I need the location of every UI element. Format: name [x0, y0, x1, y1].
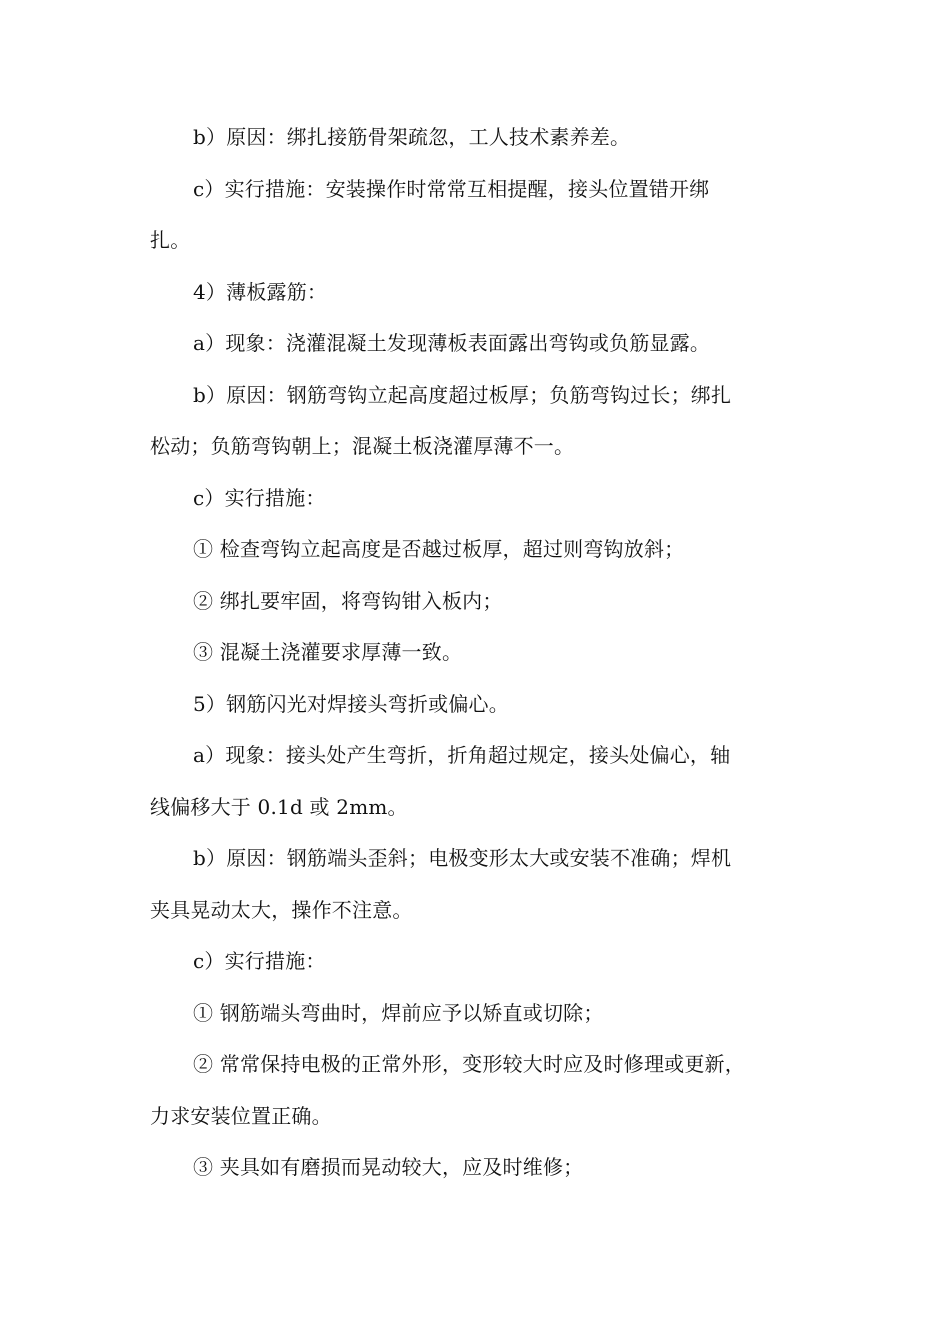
list-item: ② 绑扎要牢固，将弯钩钳入板内；	[193, 588, 503, 613]
paragraph-line: 扎。	[150, 228, 191, 252]
paragraph-line: c）实行措施：	[193, 949, 326, 973]
section-heading: 5）钢筋闪光对焊接头弯折或偏心。	[193, 691, 509, 716]
section-heading: 4）薄板露筋：	[193, 279, 328, 304]
paragraph-line: a）现象：浇灌混凝土发现薄板表面露出弯钩或负筋显露。	[193, 331, 711, 355]
list-item: ① 钢筋端头弯曲时，焊前应予以矫直或切除；	[193, 1000, 604, 1025]
paragraph-line: 力求安装位置正确。	[150, 1103, 332, 1128]
list-item: ③ 混凝土浇灌要求厚薄一致。	[193, 640, 463, 664]
paragraph-line: b）原因：绑扎接筋骨架疏忽，工人技术素养差。	[193, 125, 631, 149]
paragraph-line: a）现象：接头处产生弯折，折角超过规定，接头处偏心，轴	[193, 743, 731, 767]
list-item: ② 常常保持电极的正常外形，变形较大时应及时修理或更新，	[193, 1052, 745, 1076]
list-item: ① 检查弯钩立起高度是否越过板厚，超过则弯钩放斜；	[193, 537, 685, 561]
paragraph-line: 夹具晃动太大，操作不注意。	[150, 897, 413, 922]
paragraph-line: b）原因：钢筋弯钩立起高度超过板厚；负筋弯钩过长；绑扎	[193, 382, 732, 407]
paragraph-line: 松动；负筋弯钩朝上；混凝土板浇灌厚薄不一。	[150, 434, 575, 458]
paragraph-line: b）原因：钢筋端头歪斜；电极变形太大或安装不准确；焊机	[193, 846, 732, 870]
document-body	[150, 112, 790, 1194]
list-item: ③ 夹具如有磨损而晃动较大，应及时维修；	[193, 1155, 584, 1179]
paragraph-line: 线偏移大于 0.1d 或 2mm。	[150, 794, 408, 819]
paragraph-line: c）实行措施：	[193, 485, 326, 510]
paragraph-line: c）实行措施：安装操作时常常互相提醒，接头位置错开绑	[193, 176, 710, 201]
